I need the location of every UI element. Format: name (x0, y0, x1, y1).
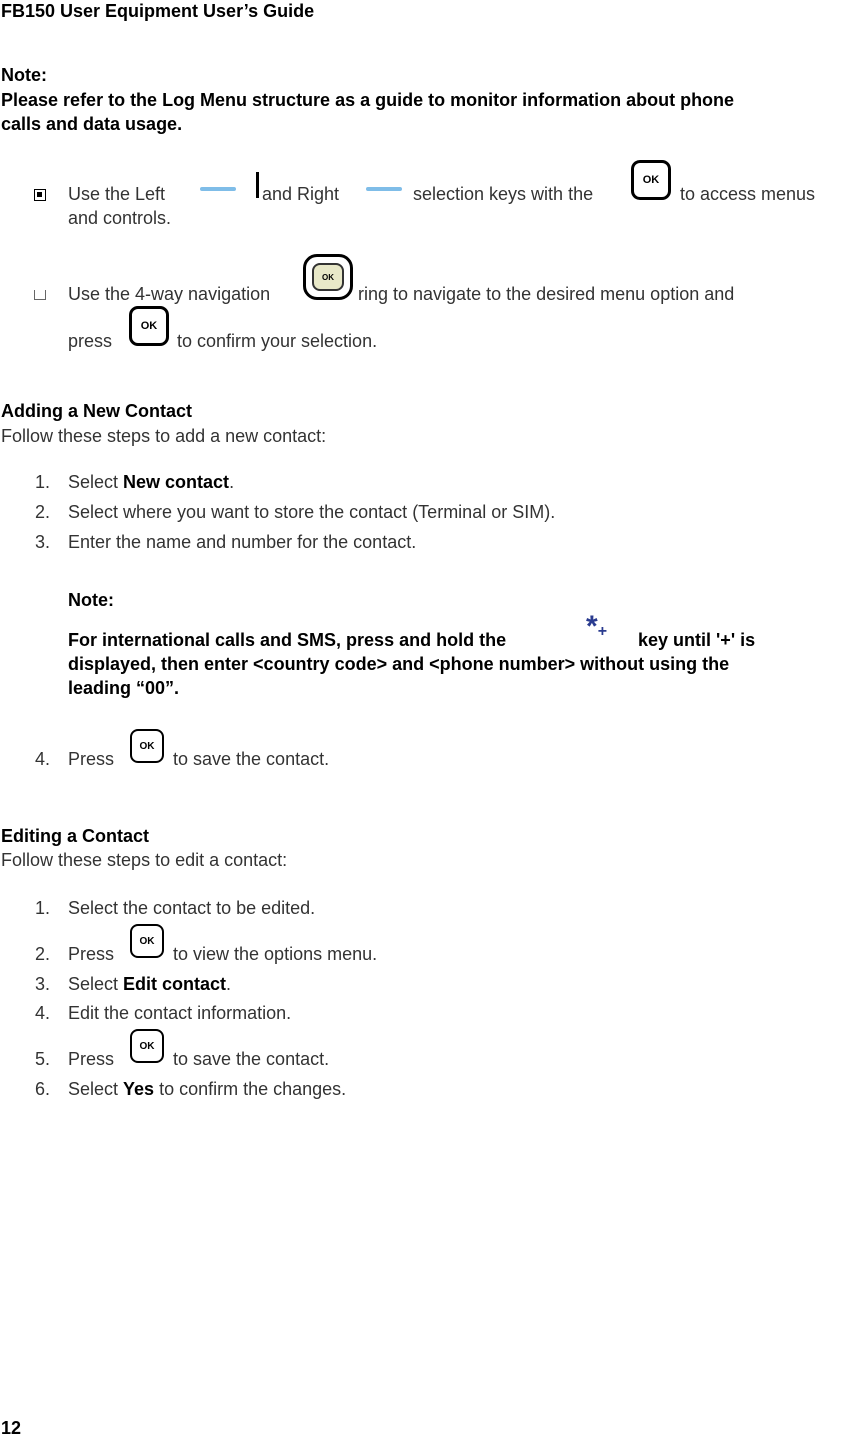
step-number: 5. (34, 1049, 50, 1069)
edit-step-2-text: to view the options menu. (173, 944, 378, 964)
star-icon: * (586, 610, 598, 643)
step-text: Select (68, 1079, 124, 1099)
ok-key-icon: OK (130, 729, 164, 763)
bullet2-text-line2b: to confirm your selection. (177, 331, 378, 351)
star-plus-key-icon (586, 610, 608, 643)
add-step-2: Select where you want to store the contact (Terminal or SIM). (68, 502, 556, 522)
bullet1-text-line2: and controls. (68, 208, 172, 228)
ok-key-icon: OK (129, 306, 169, 346)
edit-step-4: Edit the contact information. (68, 1003, 292, 1023)
section-heading-add-contact: Adding a New Contact (1, 401, 193, 421)
step-number: 2. (34, 944, 50, 964)
step-bold-term: Edit contact (123, 974, 227, 994)
navigation-ring-icon (303, 254, 353, 300)
document-title: FB150 User Equipment User’s Guide (1, 1, 315, 21)
step-number: 1. (34, 472, 50, 492)
bullet1-text-a: Use the Left (68, 184, 166, 204)
add-step-1 (68, 471, 234, 493)
edit-step-2-press: Press (68, 944, 115, 964)
add-step-4-text: to save the contact. (173, 749, 330, 769)
step-text: Select (68, 472, 124, 492)
step-number: 4. (34, 749, 50, 769)
bullet-square-icon (34, 189, 46, 201)
edit-step-5-text: to save the contact. (173, 1049, 330, 1069)
plus-icon: + (597, 623, 608, 640)
step-bold-term: Yes (123, 1079, 155, 1099)
step-number: 4. (34, 1003, 50, 1023)
bullet1-text-d: to access menus (680, 184, 816, 204)
bullet-open-icon (34, 290, 46, 300)
edit-step-6 (68, 1078, 346, 1100)
ok-key-icon: OK (130, 1029, 164, 1063)
add-contact-intro: Follow these steps to add a new contact: (1, 426, 327, 446)
add-note-line3: leading “00”. (68, 678, 180, 698)
edit-step-5-press: Press (68, 1049, 115, 1069)
bullet2-text-a: Use the 4-way navigation (68, 284, 271, 304)
add-step-3: Enter the name and number for the contact. (68, 532, 417, 552)
step-text: . (226, 974, 232, 994)
note-text-line1: Please refer to the Log Menu structure as a guide to monitor information about phone (1, 90, 735, 110)
right-softkey-icon (366, 187, 402, 191)
edit-step-1: Select the contact to be edited. (68, 898, 316, 918)
add-note-line1b: key until '+' is (638, 630, 756, 650)
add-note-line1a: For international calls and SMS, press and hold the (68, 630, 507, 650)
bullet1-text-b: and Right (262, 184, 340, 204)
bullet2-text-line2a: press (68, 331, 113, 351)
edit-step-3 (68, 973, 231, 995)
step-number: 2. (34, 502, 50, 522)
step-text: Select (68, 974, 124, 994)
page-number: 12 (1, 1418, 22, 1438)
note-text-line2: calls and data usage. (1, 114, 183, 134)
step-number: 3. (34, 974, 50, 994)
step-number: 6. (34, 1079, 50, 1099)
ok-key-icon: OK (130, 924, 164, 958)
add-note-label: Note: (68, 590, 114, 610)
add-step-4-press: Press (68, 749, 115, 769)
bullet2-text-b: ring to navigate to the desired menu option and (358, 284, 735, 304)
nav-ring-ok-center: OK (312, 263, 344, 291)
step-number: 1. (34, 898, 50, 918)
ok-key-icon: OK (631, 160, 671, 200)
section-heading-edit-contact: Editing a Contact (1, 826, 149, 846)
bullet1-text-c: selection keys with the (413, 184, 594, 204)
note-label: Note: (1, 65, 47, 85)
step-bold-term: New contact (123, 472, 230, 492)
left-softkey-icon (200, 187, 236, 191)
add-note-line2: displayed, then enter <country code> and <phone number> without using the (68, 654, 730, 674)
text-cursor-mark (256, 172, 259, 198)
step-number: 3. (34, 532, 50, 552)
edit-contact-intro: Follow these steps to edit a contact: (1, 850, 288, 870)
step-text: . (229, 472, 235, 492)
step-text: to confirm the changes. (154, 1079, 347, 1099)
